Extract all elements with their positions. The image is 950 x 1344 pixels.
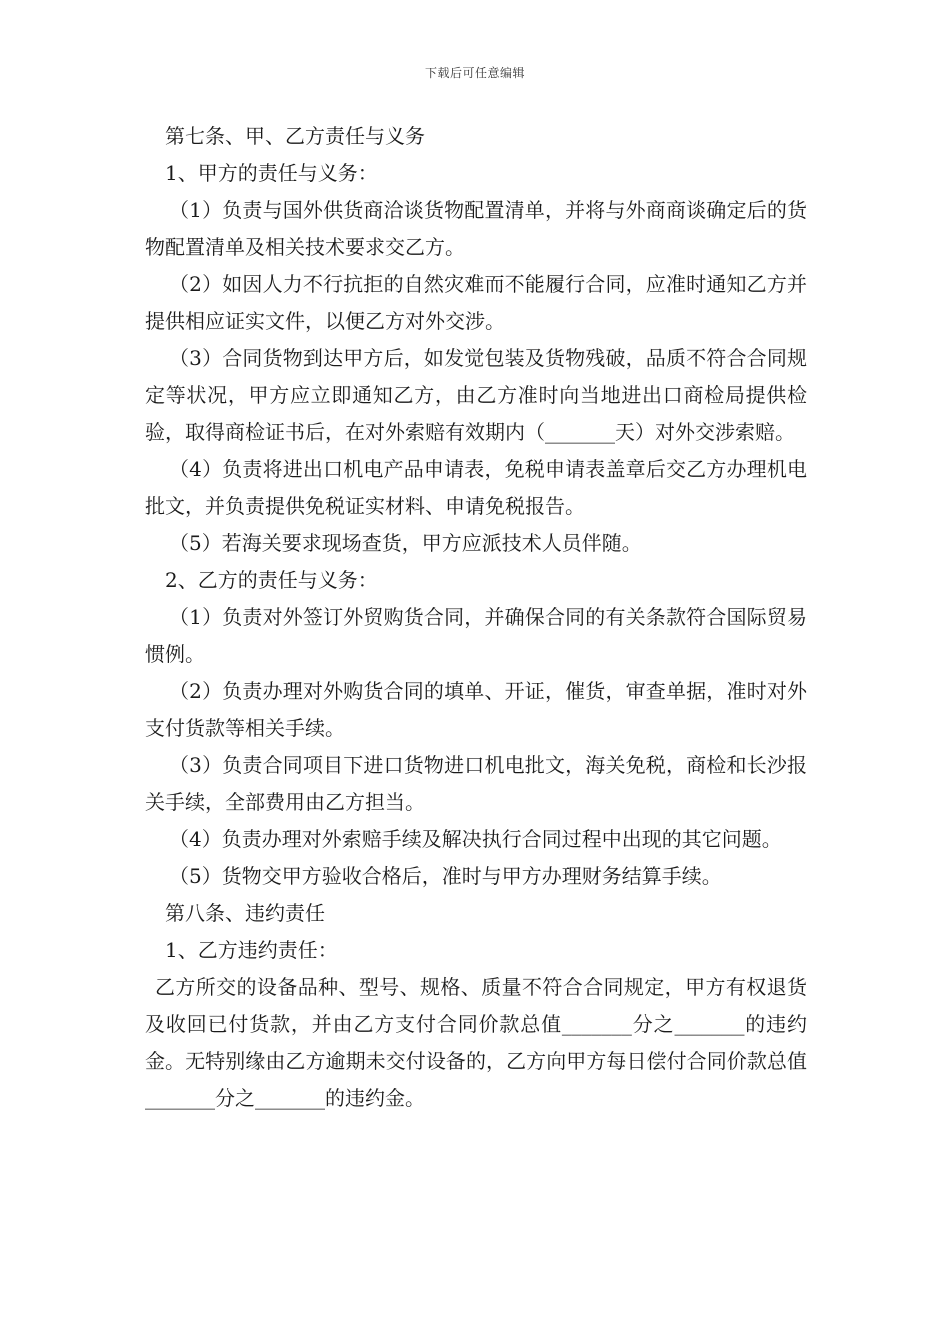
party-b-duties-heading: 2、乙方的责任与义务： — [165, 568, 378, 592]
party-a-item-3: （3）合同货物到达甲方后，如发觉包装及货物残破，品质不符合合同规定等状况，甲方应立即通知乙方，由乙方准时向当地进出口商检局提供检验，取得商检证书后，在对外索赔有效期内（_______天）对外交涉索赔。 — [145, 346, 807, 444]
party-a-item-5: （5）若海关要求现场查货，甲方应派技术人员伴随。 — [169, 531, 642, 555]
article-8-title: 第八条、违约责任 — [165, 901, 325, 925]
party-a-duties-heading: 1、甲方的责任与义务： — [165, 161, 378, 185]
document-body — [145, 118, 807, 1117]
party-a-item-4: （4）负责将进出口机电产品申请表，免税申请表盖章后交乙方办理机电批文，并负责提供免税证实材料、申请免税报告。 — [145, 457, 807, 518]
party-b-breach-heading: 1、乙方违约责任： — [165, 938, 338, 962]
party-b-item-4: （4）负责办理对外索赔手续及解决执行合同过程中出现的其它问题。 — [169, 827, 782, 851]
party-a-item-1: （1）负责与国外供货商洽谈货物配置清单，并将与外商商谈确定后的货物配置清单及相关技术要求交乙方。 — [145, 198, 807, 259]
party-b-item-5: （5）货物交甲方验收合格后，准时与甲方办理财务结算手续。 — [169, 864, 722, 888]
party-b-item-2: （2）负责办理对外购货合同的填单、开证，催货，审查单据，准时对外支付货款等相关手续。 — [145, 679, 807, 740]
party-a-item-2: （2）如因人力不行抗拒的自然灾难而不能履行合同，应准时通知乙方并提供相应证实文件，以便乙方对外交涉。 — [145, 272, 807, 333]
page-header: 下载后可任意编辑 — [424, 66, 525, 80]
party-b-item-1: （1）负责对外签订外贸购货合同，并确保合同的有关条款符合国际贸易惯例。 — [145, 605, 807, 666]
party-b-item-3: （3）负责合同项目下进口货物进口机电批文，海关免税，商检和长沙报关手续，全部费用由乙方担当。 — [145, 753, 807, 814]
party-b-breach-text: 乙方所交的设备品种、型号、规格、质量不符合合同规定，甲方有权退货及收回已付货款，并由乙方支付合同价款总值_______分之_______的违约金。无特别缘由乙方逾期未交付设备的，乙方向甲方每日偿付合同价款总值_______分之_______的违约金。 — [145, 975, 807, 1110]
article-7-title: 第七条、甲、乙方责任与义务 — [165, 124, 425, 148]
